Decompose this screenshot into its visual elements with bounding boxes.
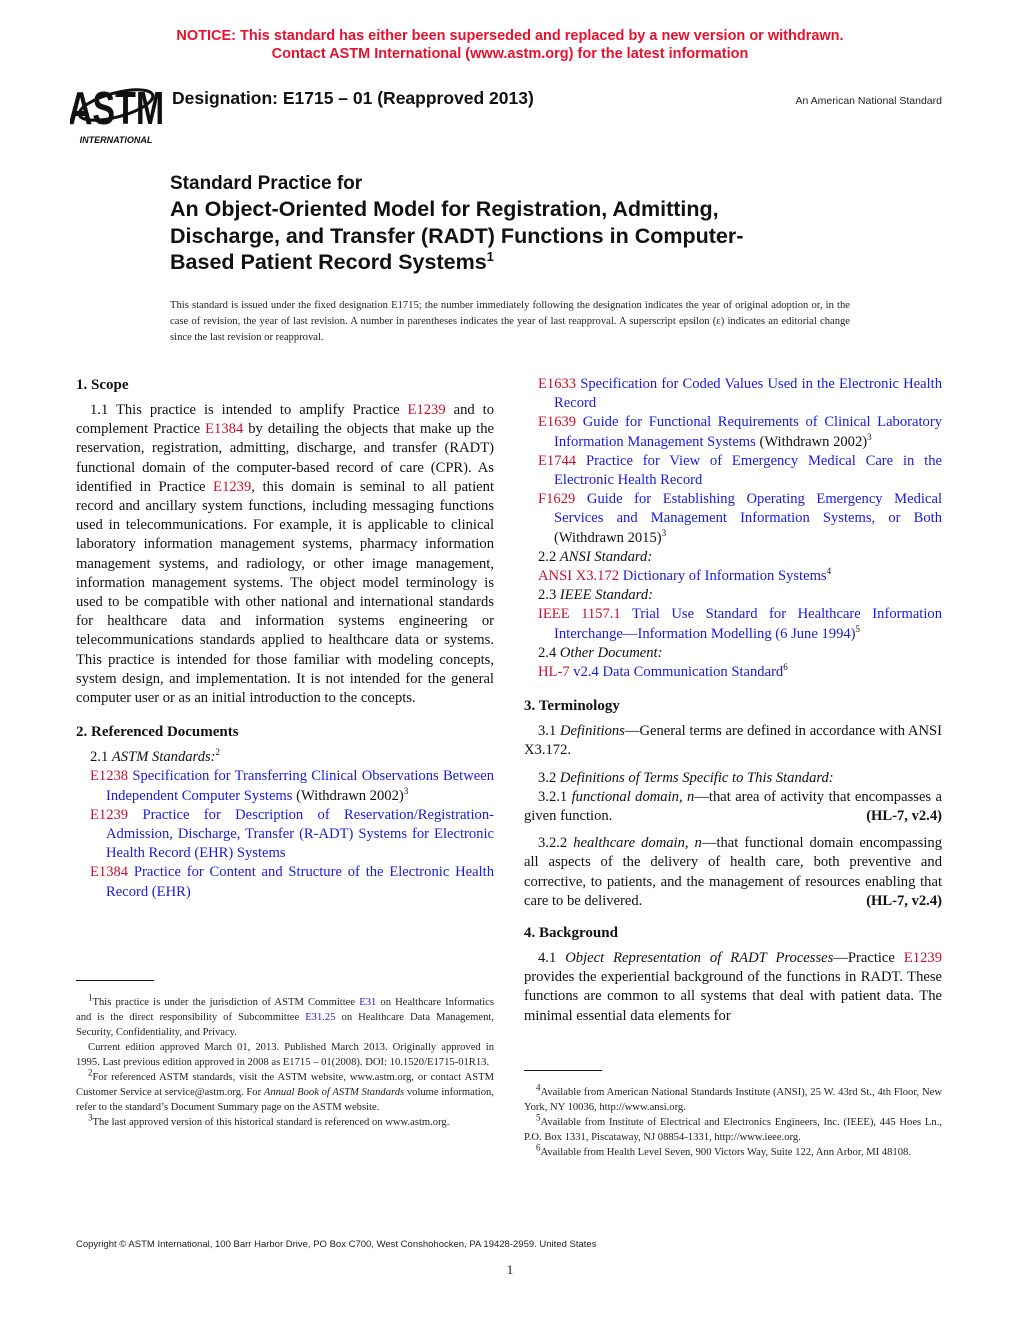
svg-text:INTERNATIONAL: INTERNATIONAL (79, 135, 153, 145)
notice-line-2: Contact ASTM International (www.astm.org) for the latest information (271, 46, 749, 62)
paragraph-4-1: 4.1 Object Representation of RADT Processes—Practice E1239 provides the experiential background of the functions in RADT. These functions are common to all systems that deal with patient data. The minimal essential data elements for (524, 950, 942, 1024)
reference-item: F1629 Guide for Establishing Operating Emergency Medical Services and Management Information Systems, or Both (Withdrawn 2015)$^3$ (538, 491, 943, 546)
term-source: (HL-7, v2.4) (866, 892, 942, 909)
link-e1239[interactable]: E1239 (213, 478, 252, 495)
reference-item (76, 863, 494, 901)
footnote-1: $^1$This practice is under the jurisdiction of ASTM Committee E31 on Healthcare Informatics and is the direct responsibility of Subcommittee E31.25 on Healthcare Data Management, Security, Confidentiality, and Privacy. (76, 992, 494, 1038)
footnote-5: $^5$Available from Institute of Electrical and Electronics Engineers, Inc. (IEEE), 445 Hoes Ln., P.O. Box 1331, Piscataway, NJ 08854-1331, http://www.ieee.org. (524, 1112, 942, 1143)
link-e1239[interactable]: E1239 (407, 402, 446, 418)
ieee-standard-label: 2.3 IEEE Standard: (538, 587, 653, 604)
footnote-mark[interactable]: 5 (855, 623, 861, 634)
ref-title-link[interactable]: Specification for Transferring Clinical Observations Between Independent Computer Systems (106, 768, 494, 804)
reference-item: E1238 Specification for Transferring Clinical Observations Between Independent Computer Systems (Withdrawn 2002)$^3$ (90, 768, 494, 804)
title-line-3: Based Patient Record Systems$^1$ (170, 248, 494, 274)
document-title (170, 172, 870, 276)
footnote-1-edition: Current edition approved March 01, 2013. Published March 2013. Originally approved in 1995. Last previous edition approved in 2008 as E1715 – 01(2008). DOI: 10.1520/E1715-01R13. (76, 1042, 494, 1068)
footnote-3: $^3$The last approved version of this historical standard is referenced on www.astm.org. (88, 1112, 450, 1128)
paragraph-3-1: 3.1 Definitions—General terms are defined in accordance with ANSI X3.172. (524, 723, 942, 759)
other-document-label: 2.4 Other Document: (538, 644, 663, 661)
link-e1239[interactable]: E1239 (903, 950, 942, 967)
ref-title-link[interactable]: Guide for Functional Requirements of Clinical Laboratory Information Management Systems (554, 414, 942, 450)
reference-item (524, 605, 942, 643)
paragraph-3-2: 3.2 Definitions of Terms Specific to This Standard: (538, 769, 834, 786)
designation: Designation: E1715 – 01 (Reapproved 2013) (172, 88, 534, 108)
ref-title-link[interactable]: Practice for View of Emergency Medical Care in the Electronic Health Record (554, 452, 942, 489)
section-heading-scope: 1. Scope (76, 377, 129, 393)
ref-title-link[interactable]: Specification for Coded Values Used in the Electronic Health Record (554, 376, 942, 412)
link-e1384[interactable]: E1384 (205, 421, 244, 438)
reference-item (76, 806, 494, 864)
title-prefix: Standard Practice for (170, 173, 363, 194)
footnote-mark-2[interactable]: 2 (215, 747, 221, 758)
footnote-mark[interactable]: 6 (783, 662, 788, 673)
astm-logo-icon (70, 74, 162, 146)
reference-item (524, 663, 942, 682)
footnote-mark[interactable]: 3 (403, 785, 409, 796)
ansi-standard-label: 2.2 ANSI Standard: (538, 548, 653, 565)
paragraph-1-1: 1.1 This practice is intended to amplify Practice E1239 and to complement Practice E1384 by detailing the objects that make up the reservation, registration, admitting, discharge, and transfer (RADT) functional domain of the computer-based record of care (CPR). As identified in Practice E1239, this domain is seminal to all patient record and ancillary system functions, including messaging functions used in telecommunications. For example, it is applicable to clinical laboratory information management systems, pharmacy information management systems, and radiology, or other image management, information management systems. The object model terminology is used to be compatible with other national and international standards for healthcare data and information systems engineering or telecommunications standards applied to healthcare data or systems. This practice is intended for those familiar with modeling concepts, system design, and implementation. It is not intended for the general computer user or as an initial introduction to the concepts. (76, 402, 494, 707)
footnote-divider (76, 980, 154, 981)
paragraph-3-2-2: 3.2.2 healthcare domain, n—that functional domain encompassing all aspects of the delivery of health care, both preventive and corrective, to patients, and the management of resources enabling that care to be delivered. (HL-7, v2.4) (524, 834, 942, 911)
link-e31[interactable]: E31 (359, 997, 377, 1008)
national-standard-label: An American National Standard (795, 95, 942, 107)
astm-logo (70, 74, 162, 146)
ref-code-link[interactable]: E1239 (90, 806, 129, 823)
issued-note: This standard is issued under the fixed designation E1715; the number immediately following the designation indicates the year of original adoption or, in the case of revision, the year of last revision. A number in parentheses indicates the year of last reapproval. A superscript epsilon (ε) indicates an editorial change since the last revision or reapproval. (170, 300, 850, 343)
notice-line-1: NOTICE: This standard has either been superseded and replaced by a new version or withdrawn. (176, 28, 844, 44)
footnotes-left (76, 980, 494, 1130)
footnote-2: $^2$For referenced ASTM standards, visit the ASTM website, www.astm.org, or contact ASTM Customer Service at service@astm.org. For Annual Book of ASTM Standards volume information, refer to the standard’s Document Summary page on the ASTM website. (76, 1067, 494, 1113)
reference-item: E1639 Guide for Functional Requirements of Clinical Laboratory Information Management Systems (Withdrawn 2002)$^3$ (538, 414, 942, 450)
footnote-mark[interactable]: 3 (867, 431, 872, 442)
left-column (76, 375, 494, 902)
section-heading-referenced-documents: 2. Referenced Documents (76, 724, 239, 741)
section-heading-terminology: 3. Terminology (524, 698, 620, 715)
ref-title-link[interactable]: Dictionary of Information Systems (622, 568, 827, 585)
reference-item (524, 567, 942, 586)
ref-code-link[interactable]: E1384 (90, 864, 129, 881)
ref-title-link[interactable]: Practice for Content and Structure of the Electronic Health Record (EHR) (106, 864, 494, 900)
term-source: (HL-7, v2.4) (866, 808, 942, 825)
footnote-6: $^6$Available from Health Level Seven, 900 Victors Way, Suite 122, Ann Arbor, MI 48108. (536, 1142, 911, 1158)
ref-code-link[interactable]: IEEE 1157.1 (538, 606, 621, 623)
ref-code-link[interactable]: E1639 (538, 414, 577, 431)
copyright-notice: Copyright © ASTM International, 100 Barr Harbor Drive, PO Box C700, West Conshohocken, PA 19428-2959. United States (76, 1239, 597, 1250)
title-line-2: Discharge, and Transfer (RADT) Functions in Computer- (170, 223, 744, 248)
ref-code-link[interactable]: HL-7 (538, 664, 570, 681)
ref-title-link[interactable]: Trial Use Standard for Healthcare Information Interchange—Information Modelling (6 June 1994) (554, 606, 943, 642)
ref-title-link[interactable]: Guide for Establishing Operating Emergency Medical Services and Management Information Systems, or Both (554, 491, 943, 527)
paragraph-3-2-1: 3.2.1 functional domain, n—that area of activity that encompasses a given function. (HL-7, v2.4) (524, 788, 942, 826)
section-heading-background: 4. Background (524, 925, 618, 942)
reference-item (524, 452, 942, 490)
link-e31-25[interactable]: E31.25 (305, 1012, 336, 1023)
reference-item (524, 375, 942, 413)
footnote-mark[interactable]: 3 (661, 527, 667, 538)
withdrawal-notice (0, 27, 1020, 63)
footnote-divider (524, 1070, 602, 1071)
ref-code-link[interactable]: E1633 (538, 376, 577, 392)
footnote-4: $^4$Available from American National Standards Institute (ANSI), 25 W. 43rd St., 4th Floor, New York, NY 10036, http://www.ansi.org. (524, 1082, 942, 1113)
page-number: 1 (506, 1262, 514, 1277)
right-column (524, 375, 942, 1034)
svg-text:ASTM: ASTM (70, 81, 162, 135)
ref-code-link[interactable]: E1238 (90, 768, 129, 785)
footnote-mark[interactable]: 4 (826, 566, 832, 577)
footnotes-right (524, 1070, 942, 1160)
ref-title-link[interactable]: Practice for Description of Reservation/Registration-Admission, Discharge, Transfer (R-ADT) Systems for Electronic Health Record (EHR) Systems (106, 806, 494, 862)
ref-code-link[interactable]: F1629 (538, 491, 576, 508)
title-footnote-mark[interactable]: 1 (486, 248, 494, 264)
title-main (170, 196, 870, 276)
ref-code-link[interactable]: ANSI X3.172 (538, 568, 620, 585)
ref-title-link[interactable]: v2.4 Data Communication Standard (573, 664, 784, 681)
astm-standards-label: 2.1 ASTM Standards:$^2$ (90, 747, 221, 766)
title-line-1: An Object-Oriented Model for Registration, Admitting, (170, 197, 719, 221)
ref-code-link[interactable]: E1744 (538, 452, 577, 469)
